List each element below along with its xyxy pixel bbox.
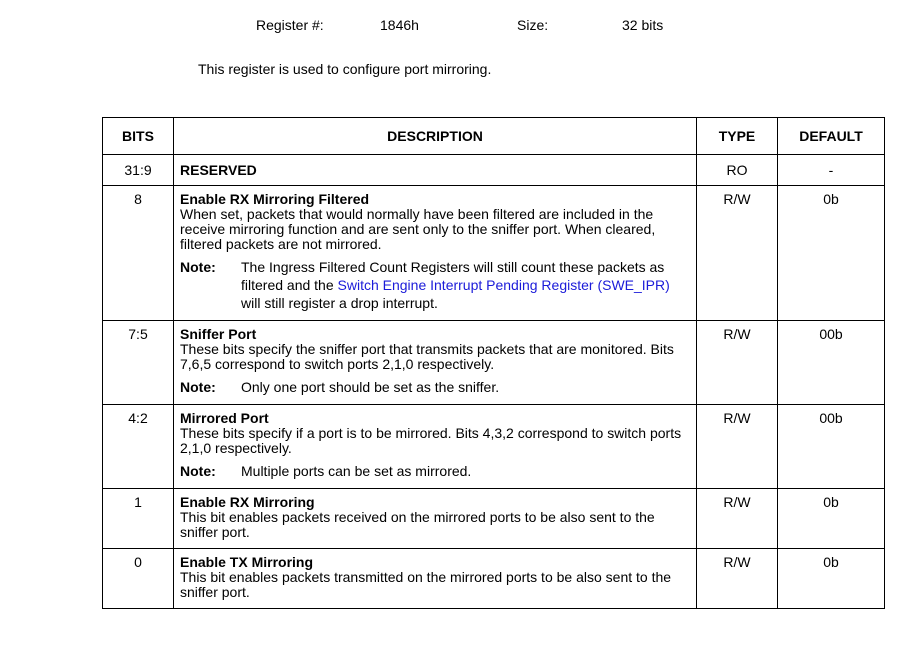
register-intro: This register is used to configure port mirroring.	[198, 61, 492, 77]
column-header-type: TYPE	[697, 118, 778, 155]
default-cell: 0b	[778, 489, 885, 549]
default-cell: 00b	[778, 405, 885, 489]
note-label: Note:	[180, 259, 216, 275]
field-description: When set, packets that would normally have been filtered are included in the receive mirroring function and are sent only to the sniffer port. When cleared, filtered packets are not mirrored.	[180, 206, 656, 252]
column-header-default: DEFAULT	[778, 118, 885, 155]
field-note	[180, 258, 690, 312]
description-cell	[174, 489, 697, 549]
size-label: Size:	[517, 17, 549, 33]
type-cell: RO	[697, 155, 778, 186]
note-text: Only one port should be set as the sniffer.	[241, 379, 500, 395]
register-label: Register #:	[256, 17, 324, 33]
field-title: Sniffer Port	[180, 326, 257, 342]
bits-cell: 31:9	[103, 155, 174, 186]
bits-cell: 1	[103, 489, 174, 549]
register-table	[102, 117, 885, 609]
field-description: This bit enables packets received on the mirrored ports to be also sent to the sniffer port.	[180, 509, 655, 540]
note-text: Multiple ports can be set as mirrored.	[241, 463, 472, 479]
table-row	[103, 155, 885, 186]
bits-cell: 7:5	[103, 321, 174, 405]
default-cell: 0b	[778, 186, 885, 321]
default-cell: -	[778, 155, 885, 186]
table-row	[103, 405, 885, 489]
register-value: 1846h	[380, 17, 419, 33]
field-title: RESERVED	[180, 162, 257, 178]
table-row	[103, 321, 885, 405]
swe-ipr-link[interactable]: Switch Engine Interrupt Pending Register (SWE_IPR)	[337, 277, 670, 293]
bits-cell: 8	[103, 186, 174, 321]
type-cell: R/W	[697, 405, 778, 489]
default-cell: 00b	[778, 321, 885, 405]
description-cell	[174, 405, 697, 489]
field-title: Mirrored Port	[180, 410, 269, 426]
table-row	[103, 549, 885, 609]
field-description: These bits specify if a port is to be mirrored. Bits 4,3,2 correspond to switch ports 2,1,0 respectively.	[180, 425, 682, 456]
description-cell	[174, 321, 697, 405]
field-note	[180, 378, 690, 396]
field-note	[180, 462, 690, 480]
bits-cell: 4:2	[103, 405, 174, 489]
field-title: Enable TX Mirroring	[180, 554, 314, 570]
note-label: Note:	[180, 379, 216, 395]
size-value: 32 bits	[622, 17, 664, 33]
default-cell: 0b	[778, 549, 885, 609]
field-description: These bits specify the sniffer port that transmits packets that are monitored. Bits 7,6,5 correspond to switch ports 2,1,0 respectively.	[180, 341, 674, 372]
table-row	[103, 186, 885, 321]
note-text: The Ingress Filtered Count Registers will still count these packets as filtered and the Switch Engine Interrupt Pending Register (SWE_IPR) will still register a drop interrupt.	[241, 259, 670, 311]
field-title: Enable RX Mirroring	[180, 494, 315, 510]
note-label: Note:	[180, 463, 216, 479]
type-cell: R/W	[697, 489, 778, 549]
field-description: This bit enables packets transmitted on the mirrored ports to be also sent to the sniffer port.	[180, 569, 672, 600]
type-cell: R/W	[697, 549, 778, 609]
bits-cell: 0	[103, 549, 174, 609]
column-header-bits: BITS	[103, 118, 174, 155]
description-cell	[174, 186, 697, 321]
type-cell: R/W	[697, 186, 778, 321]
table-header-row	[103, 118, 885, 155]
description-cell	[174, 549, 697, 609]
column-header-description: DESCRIPTION	[174, 118, 697, 155]
description-cell	[174, 155, 697, 186]
type-cell: R/W	[697, 321, 778, 405]
field-title: Enable RX Mirroring Filtered	[180, 191, 370, 207]
table-row	[103, 489, 885, 549]
